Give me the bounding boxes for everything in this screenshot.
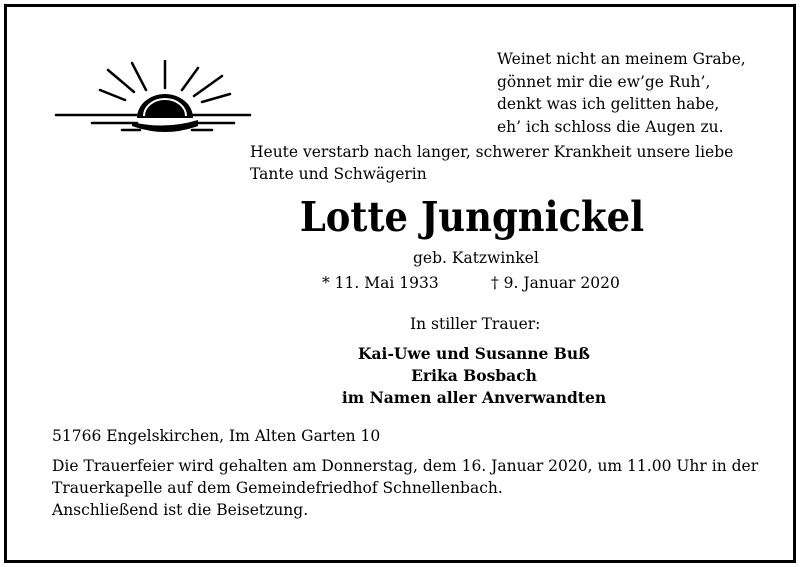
mourners-list	[334, 343, 614, 409]
intro-text: Heute verstarb nach langer, schwerer Krankheit unsere liebe Tante und Schwägerin	[250, 143, 734, 183]
setting-sun-icon	[52, 60, 252, 138]
burial-notice: Anschließend ist die Beisetzung.	[52, 501, 309, 519]
birth-date: * 11. Mai 1933	[322, 274, 439, 292]
deceased-name-wrapper	[47, 191, 767, 243]
deceased-name: Lotte Jungnickel	[299, 193, 645, 241]
poem-line: Weinet nicht an meinem Grabe,	[497, 50, 746, 68]
poem	[497, 48, 746, 138]
birth-name: geb. Katzwinkel	[413, 249, 539, 267]
poem-line: denkt was ich gelitten habe,	[497, 95, 720, 113]
mourner-line: Erika Bosbach	[411, 366, 537, 385]
funeral-notice: Die Trauerfeier wird gehalten am Donnerstag, dem 16. Januar 2020, um 11.00 Uhr in der Trauerkapelle auf dem Gemeindefriedhof Schnellenbach.	[52, 457, 759, 497]
mourner-line: im Namen aller Anverwandten	[341, 388, 607, 407]
poem-line: eh’ ich schloss die Augen zu.	[497, 117, 724, 136]
address: 51766 Engelskirchen, Im Alten Garten 10	[52, 427, 381, 445]
mourning-heading: In stiller Trauer:	[410, 315, 541, 333]
poem-line: gönnet mir die ew’ge Ruh’,	[497, 72, 711, 91]
death-date: † 9. Januar 2020	[491, 274, 620, 292]
mourner-line: Kai-Uwe und Susanne Buß	[358, 344, 590, 363]
